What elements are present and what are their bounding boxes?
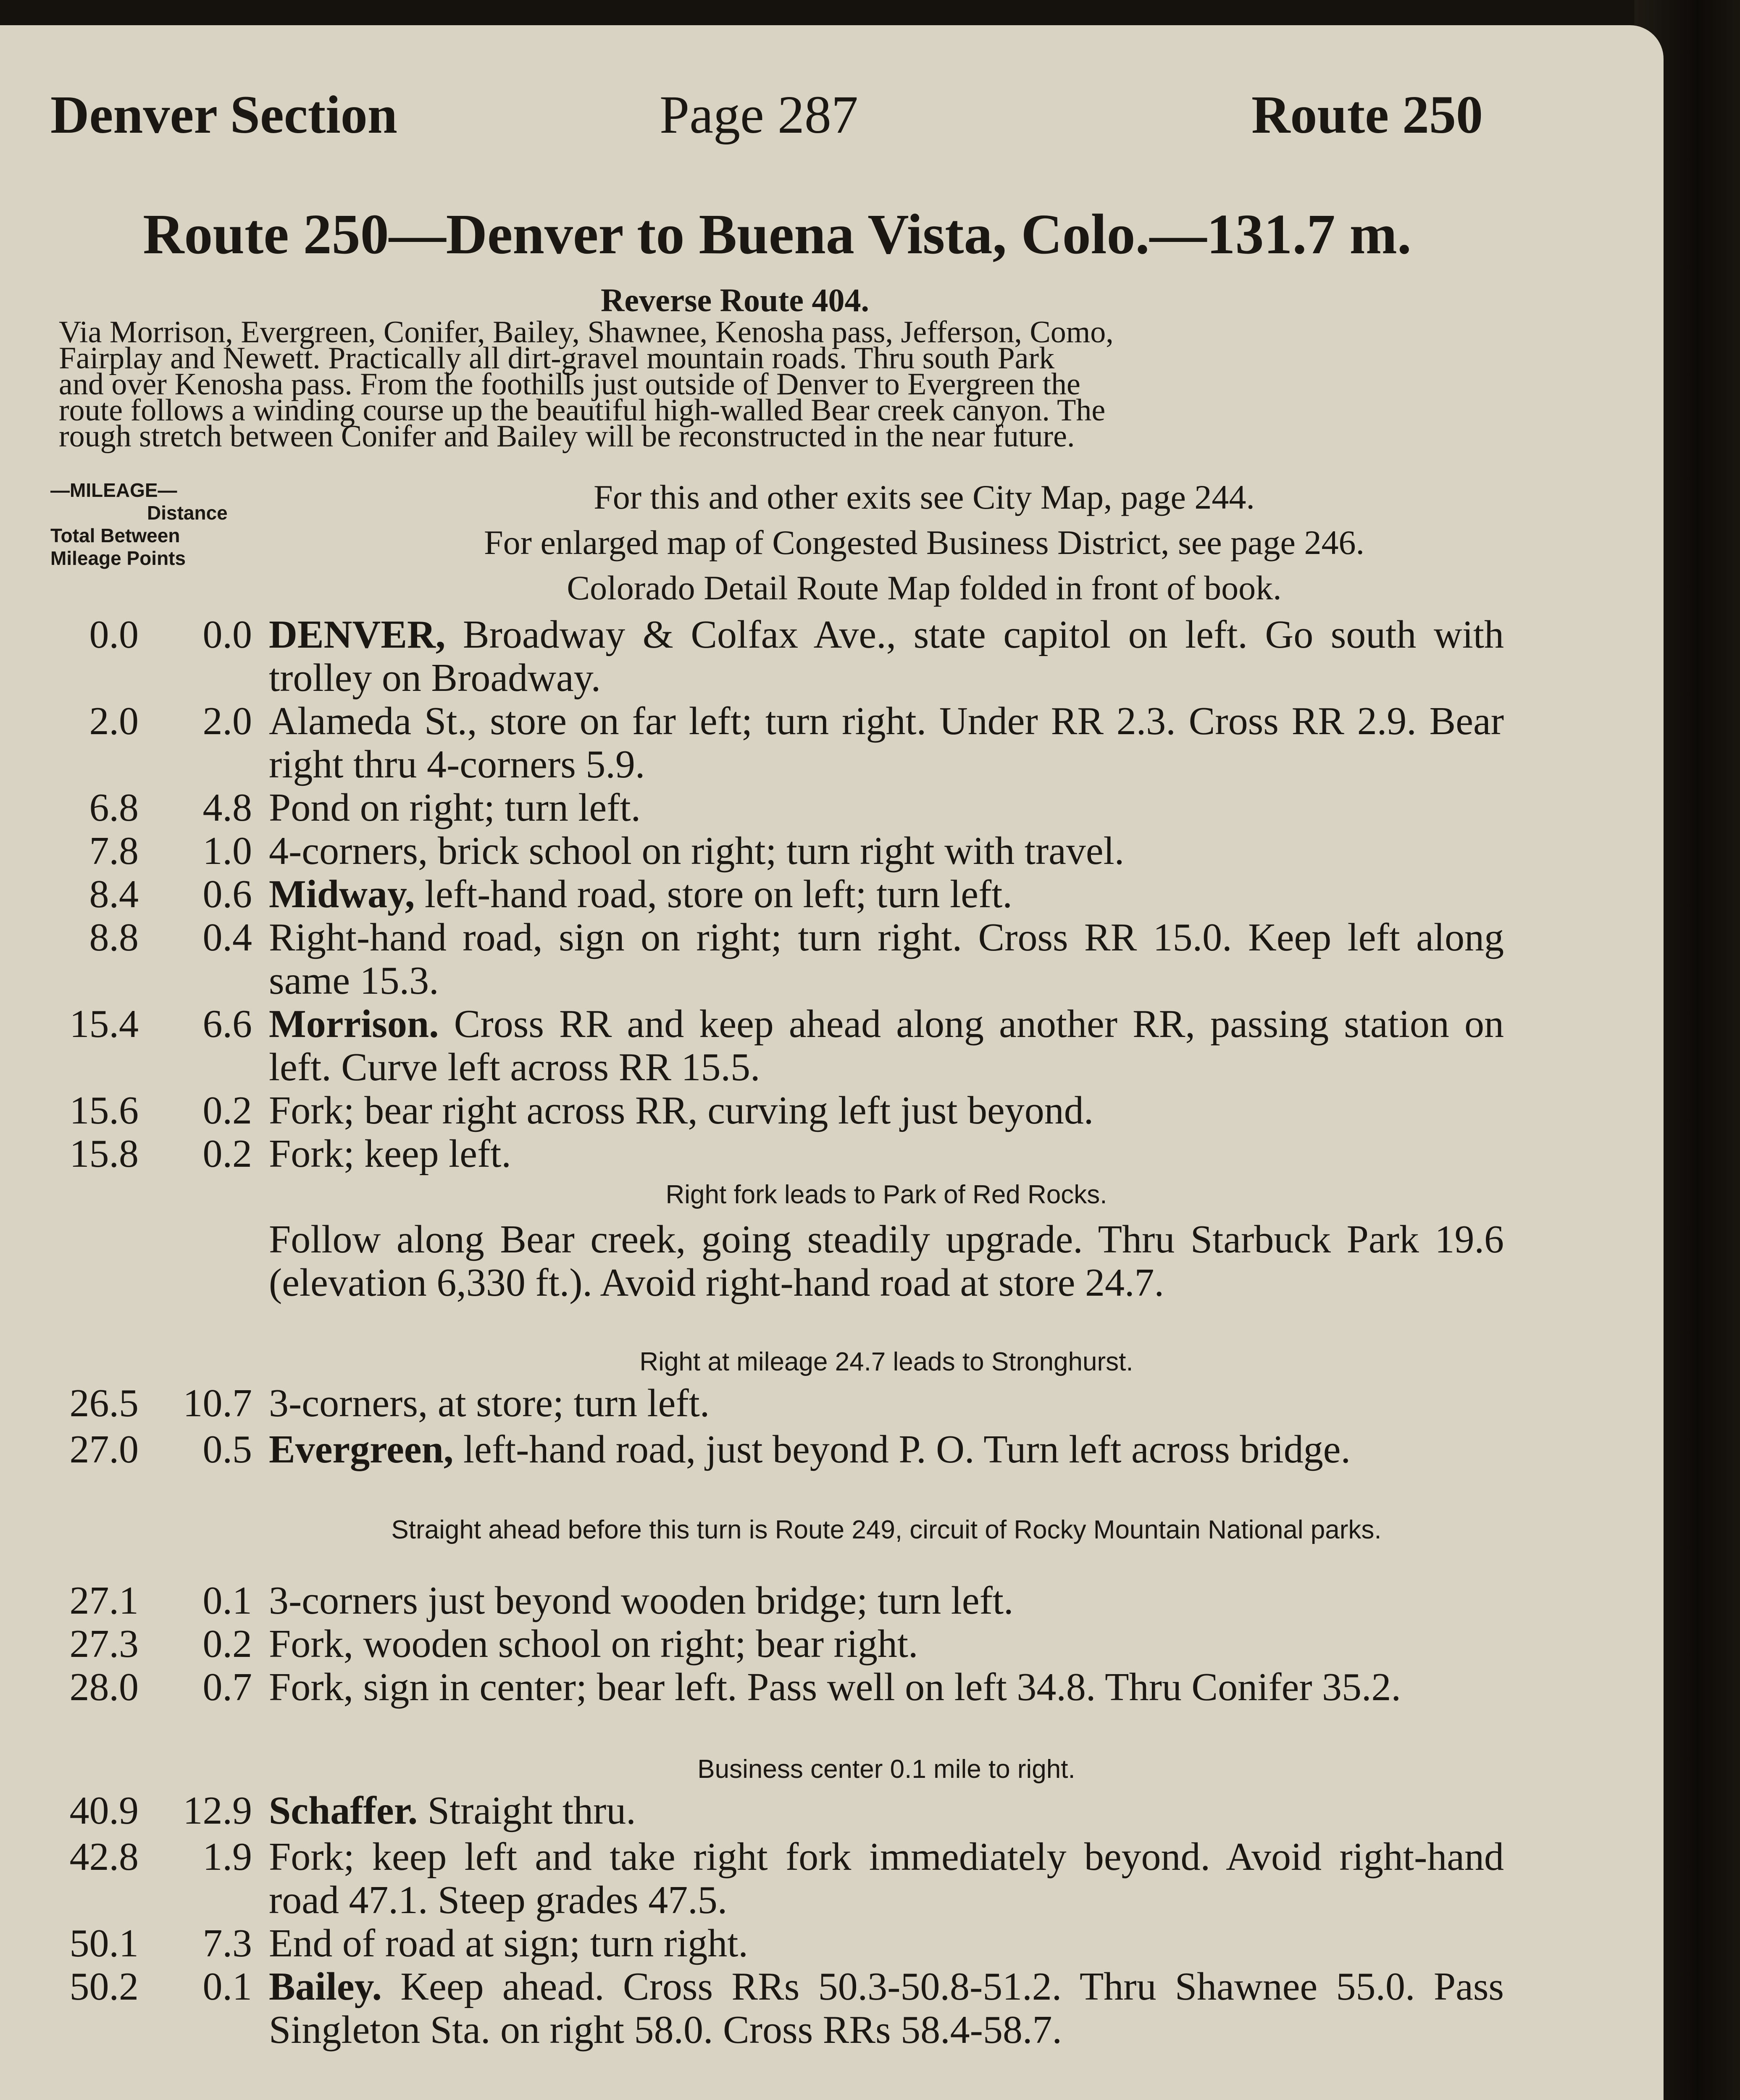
mileage-distance-value: 0.2 bbox=[202, 1622, 252, 1666]
intro-line: and over Kenosha pass. From the foothills just outside of Denver to Evergreen the bbox=[59, 367, 1080, 402]
reference-line: Colorado Detail Route Map folded in front of book. bbox=[567, 569, 1282, 607]
mileage-total-value: 28.0 bbox=[69, 1665, 139, 1709]
mileage-distance-value: 0.7 bbox=[202, 1665, 252, 1709]
entry-text bbox=[269, 700, 1504, 786]
place-name: Evergreen, bbox=[269, 1428, 454, 1471]
direction-text: 4-corners, brick school on right; turn right with travel. bbox=[269, 829, 1125, 873]
direction-text: Alameda St., store on far left; turn right. Under RR 2.3. Cross RR 2.9. Bear right thru 4-corners 5.9. bbox=[269, 699, 1504, 786]
route-intro bbox=[59, 315, 1496, 454]
mileage-distance-value: 1.9 bbox=[202, 1835, 252, 1879]
mileage-total-value: 0.0 bbox=[89, 613, 139, 656]
mileage-distance-value: 0.2 bbox=[202, 1132, 252, 1176]
direction-text: Pond on right; turn left. bbox=[269, 786, 641, 830]
entry-text bbox=[269, 1579, 1504, 1622]
section-header: Denver Section bbox=[50, 85, 397, 144]
mileage-distance-value: 1.0 bbox=[202, 829, 252, 873]
mileage-distance-value: 0.5 bbox=[202, 1428, 252, 1471]
entry-text bbox=[269, 1003, 1504, 1089]
mileage-total-value: 27.1 bbox=[69, 1579, 139, 1622]
book-page bbox=[0, 25, 1664, 2100]
direction-text: Fork, sign in center; bear left. Pass well on left 34.8. Thru Conifer 35.2. bbox=[269, 1665, 1401, 1709]
mileage-distance-value: 2.0 bbox=[202, 699, 252, 743]
mileage-total-value: 7.8 bbox=[89, 829, 139, 873]
route-continuation: Follow along Bear creek, going steadily upgrade. Thru Starbuck Park 19.6 (elevation 6,330 ft.). Avoid right-hand road at store 24.7. bbox=[269, 1218, 1504, 1305]
mileage-title: —MILEAGE— bbox=[50, 479, 177, 501]
intro-line: Via Morrison, Evergreen, Conifer, Bailey, Shawnee, Kenosha pass, Jefferson, Como, bbox=[59, 315, 1114, 349]
mileage-distance-value: 0.1 bbox=[202, 1965, 252, 2008]
mileage-total: Total bbox=[50, 525, 95, 546]
mileage-total-value: 15.4 bbox=[69, 1002, 139, 1046]
entry-text bbox=[269, 916, 1504, 1003]
direction-text: Fork; bear right across RR, curving left just beyond. bbox=[269, 1089, 1094, 1132]
route-title: Route 250—Denver to Buena Vista, Colo.—131.7 m. bbox=[143, 203, 1411, 266]
entry-text bbox=[269, 1965, 1504, 2052]
mileage-distance: Distance bbox=[147, 502, 228, 524]
mileage-distance-value: 0.1 bbox=[202, 1579, 252, 1622]
intro-line: Fairplay and Newett. Practically all dirt-gravel mountain roads. Thru south Park bbox=[59, 341, 1055, 375]
entry-text bbox=[269, 830, 1504, 873]
mileage-distance-value: 7.3 bbox=[202, 1922, 252, 1965]
entry-text bbox=[269, 613, 1504, 700]
route-note: Straight ahead before this turn is Route 249, circuit of Rocky Mountain National parks. bbox=[391, 1515, 1382, 1544]
route-note: Business center 0.1 mile to right. bbox=[697, 1755, 1075, 1784]
mileage-distance-value: 0.0 bbox=[202, 613, 252, 656]
place-name: DENVER, bbox=[269, 613, 446, 656]
direction-text: left-hand road, store on left; turn left. bbox=[415, 872, 1012, 916]
entry-text bbox=[269, 1922, 1504, 1965]
mileage-distance-value: 0.4 bbox=[202, 916, 252, 959]
map-references bbox=[294, 475, 1554, 611]
mileage-total-value: 50.2 bbox=[69, 1965, 139, 2008]
direction-text: Right-hand road, sign on right; turn right. Cross RR 15.0. Keep left along same 15.3. bbox=[269, 916, 1504, 1003]
entry-text bbox=[269, 1089, 1504, 1132]
intro-line: rough stretch between Conifer and Bailey will be reconstructed in the near future. bbox=[59, 419, 1075, 454]
mileage-total-value: 6.8 bbox=[89, 786, 139, 830]
mileage-total-value: 8.4 bbox=[89, 872, 139, 916]
mileage-distance-value: 0.6 bbox=[202, 872, 252, 916]
mileage-total-value: 15.6 bbox=[69, 1089, 139, 1132]
entry-text bbox=[269, 1622, 1504, 1666]
route-header: Route 250 bbox=[1251, 85, 1483, 144]
mileage-total-value: 50.1 bbox=[69, 1922, 139, 1965]
entry-text bbox=[269, 1666, 1504, 1709]
mileage-distance-value: 12.9 bbox=[183, 1789, 252, 1832]
entry-text bbox=[269, 1428, 1504, 1471]
mileage-total-value: 42.8 bbox=[69, 1835, 139, 1879]
mileage-total-value: 8.8 bbox=[89, 916, 139, 959]
mileage-total-value: 26.5 bbox=[69, 1381, 139, 1425]
direction-text: End of road at sign; turn right. bbox=[269, 1922, 748, 1965]
direction-text: 3-corners, at store; turn left. bbox=[269, 1381, 710, 1425]
entry-text bbox=[269, 1132, 1504, 1176]
entry-text bbox=[269, 1789, 1504, 1832]
mileage-total-value: 15.8 bbox=[69, 1132, 139, 1176]
place-name: Morrison. bbox=[269, 1002, 439, 1046]
reverse-route: Reverse Route 404. bbox=[601, 282, 869, 318]
direction-text: Cross RR and keep ahead along another RR, passing station on left. Curve left across RR 15.5. bbox=[269, 1002, 1504, 1089]
route-note: Right fork leads to Park of Red Rocks. bbox=[665, 1180, 1107, 1209]
mileage-distance-value: 6.6 bbox=[202, 1002, 252, 1046]
entry-text bbox=[269, 1382, 1504, 1425]
route-note: Right at mileage 24.7 leads to Stronghurst. bbox=[639, 1347, 1133, 1376]
place-name: Schaffer. bbox=[269, 1789, 418, 1832]
mileage-total-value: 2.0 bbox=[89, 699, 139, 743]
mileage-distance-value: 4.8 bbox=[202, 786, 252, 830]
place-name: Bailey. bbox=[269, 1965, 382, 2008]
intro-line: route follows a winding course up the beautiful high-walled Bear creek canyon. The bbox=[59, 393, 1106, 428]
mileage-total-value: 27.3 bbox=[69, 1622, 139, 1666]
direction-text: Broadway & Colfax Ave., state capitol on left. Go south with trolley on Broadway. bbox=[269, 613, 1504, 700]
entry-text bbox=[269, 1835, 1504, 1922]
direction-text: Keep ahead. Cross RRs 50.3-50.8-51.2. Thru Shawnee 55.0. Pass Singleton Sta. on right 58.0. Cross RRs 58.4-58.7. bbox=[269, 1965, 1504, 2052]
mileage-between: Between bbox=[100, 525, 180, 546]
entry-text bbox=[269, 786, 1504, 830]
mileage-total-value: 40.9 bbox=[69, 1789, 139, 1832]
direction-text: Fork, wooden school on right; bear right. bbox=[269, 1622, 918, 1666]
mileage-distance-value: 0.2 bbox=[202, 1089, 252, 1132]
direction-text: left-hand road, just beyond P. O. Turn left across bridge. bbox=[453, 1428, 1351, 1471]
page-number: Page 287 bbox=[660, 85, 858, 144]
reference-line: For this and other exits see City Map, page 244. bbox=[594, 478, 1255, 516]
mileage-points: Mileage Points bbox=[50, 547, 186, 569]
reference-line: For enlarged map of Congested Business District, see page 246. bbox=[484, 523, 1364, 562]
direction-text: Fork; keep left. bbox=[269, 1132, 511, 1176]
place-name: Midway, bbox=[269, 872, 415, 916]
mileage-distance-value: 10.7 bbox=[183, 1381, 252, 1425]
mileage-total-value: 27.0 bbox=[69, 1428, 139, 1471]
direction-text: Fork; keep left and take right fork immediately beyond. Avoid right-hand road 47.1. Steep grades 47.5. bbox=[269, 1835, 1504, 1922]
entry-text bbox=[269, 873, 1504, 916]
direction-text: 3-corners just beyond wooden bridge; turn left. bbox=[269, 1579, 1014, 1622]
mileage-header bbox=[50, 479, 260, 570]
direction-text: Straight thru. bbox=[418, 1789, 636, 1832]
